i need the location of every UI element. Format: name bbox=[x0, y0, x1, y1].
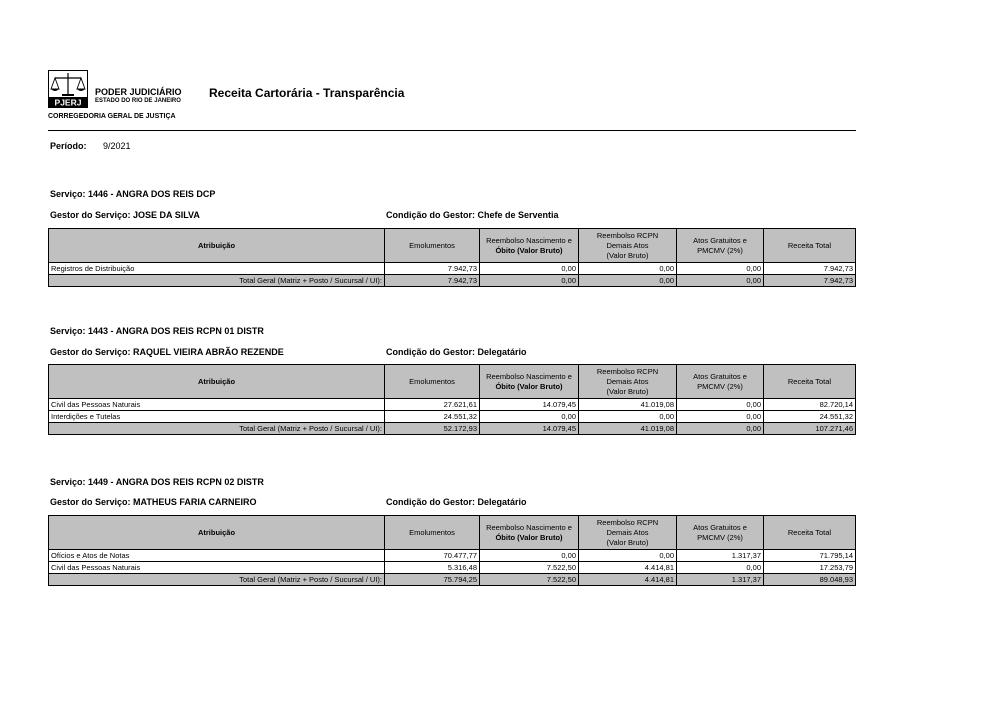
col-receita-total: Receita Total bbox=[764, 516, 856, 550]
svg-text:PJERJ: PJERJ bbox=[54, 97, 82, 108]
table-row bbox=[49, 263, 856, 275]
cell-reembolso-nascimento: 0,00 bbox=[480, 411, 579, 423]
cell-atribuicao: Interdições e Tutelas bbox=[49, 411, 385, 423]
col-atribuicao: Atribuição bbox=[49, 365, 385, 399]
col-label-line: Atos Gratuitos e bbox=[693, 522, 747, 532]
pjerj-logo-icon bbox=[48, 70, 88, 108]
col-receita-total: Receita Total bbox=[764, 229, 856, 263]
cell-emolumentos: 24.551,32 bbox=[385, 411, 480, 423]
cell-atos-gratuitos: 1.317,37 bbox=[677, 550, 764, 562]
service-gestor: Gestor do Serviço: RAQUEL VIEIRA ABRÃO REZENDE bbox=[50, 347, 284, 357]
cell-reembolso-rcpn: 0,00 bbox=[579, 263, 677, 275]
cell-atribuicao: Registros de Distribuição bbox=[49, 263, 385, 275]
col-label-line: Óbito (Valor Bruto) bbox=[495, 532, 563, 542]
cell-receita-total: 71.795,14 bbox=[764, 550, 856, 562]
col-label-line: Atos Gratuitos e bbox=[693, 371, 747, 381]
col-reembolso-nascimento bbox=[480, 229, 579, 263]
total-label: Total Geral (Matriz + Posto / Sucursal / UI): bbox=[49, 574, 385, 586]
cell-reembolso-nascimento: 0,00 bbox=[480, 263, 579, 275]
cell-atos-gratuitos: 0,00 bbox=[677, 411, 764, 423]
report-header bbox=[48, 68, 856, 131]
service-condicao: Condição do Gestor: Delegatário bbox=[386, 497, 527, 507]
service-gestor: Gestor do Serviço: MATHEUS FARIA CARNEIRO bbox=[50, 497, 257, 507]
col-receita-total: Receita Total bbox=[764, 365, 856, 399]
total-row bbox=[49, 423, 856, 435]
table-header-row bbox=[49, 516, 856, 550]
col-label-line: Reembolso Nascimento e bbox=[486, 235, 572, 245]
total-reembolso-nascimento: 14.079,45 bbox=[480, 423, 579, 435]
table-header-row bbox=[49, 365, 856, 399]
col-reembolso-rcpn bbox=[579, 365, 677, 399]
col-label-line: PMCMV (2%) bbox=[697, 245, 743, 255]
col-label-line: Demais Atos bbox=[606, 376, 649, 386]
col-reembolso-rcpn bbox=[579, 516, 677, 550]
col-label-line: (Valor Bruto) bbox=[606, 537, 649, 547]
cell-emolumentos: 70.477,77 bbox=[385, 550, 480, 562]
total-emolumentos: 75.794,25 bbox=[385, 574, 480, 586]
service-title: Serviço: 1449 - ANGRA DOS REIS RCPN 02 DISTR bbox=[50, 477, 264, 487]
cell-receita-total: 7.942,73 bbox=[764, 263, 856, 275]
cell-atos-gratuitos: 0,00 bbox=[677, 562, 764, 574]
cell-receita-total: 82.720,14 bbox=[764, 399, 856, 411]
periodo-value: 9/2021 bbox=[103, 141, 131, 151]
cell-reembolso-nascimento: 14.079,45 bbox=[480, 399, 579, 411]
service-title: Serviço: 1446 - ANGRA DOS REIS DCP bbox=[50, 189, 216, 199]
cell-atribuicao: Civil das Pessoas Naturais bbox=[49, 562, 385, 574]
total-emolumentos: 7.942,73 bbox=[385, 275, 480, 287]
col-label-line: PMCMV (2%) bbox=[697, 381, 743, 391]
col-reembolso-rcpn bbox=[579, 229, 677, 263]
cell-atribuicao: Civil das Pessoas Naturais bbox=[49, 399, 385, 411]
col-label-line: Demais Atos bbox=[606, 527, 649, 537]
col-atos-gratuitos bbox=[677, 516, 764, 550]
table-row bbox=[49, 399, 856, 411]
cell-receita-total: 24.551,32 bbox=[764, 411, 856, 423]
cell-reembolso-nascimento: 7.522,50 bbox=[480, 562, 579, 574]
receita-table bbox=[48, 364, 856, 435]
cell-emolumentos: 5.316,48 bbox=[385, 562, 480, 574]
cell-receita-total: 17.253,79 bbox=[764, 562, 856, 574]
total-emolumentos: 52.172,93 bbox=[385, 423, 480, 435]
col-label-line: Atos Gratuitos e bbox=[693, 235, 747, 245]
table-row bbox=[49, 562, 856, 574]
table-row bbox=[49, 550, 856, 562]
col-reembolso-nascimento bbox=[480, 365, 579, 399]
total-label: Total Geral (Matriz + Posto / Sucursal / UI): bbox=[49, 423, 385, 435]
total-reembolso-nascimento: 7.522,50 bbox=[480, 574, 579, 586]
cell-emolumentos: 7.942,73 bbox=[385, 263, 480, 275]
table-header-row bbox=[49, 229, 856, 263]
total-receita-total: 107.271,46 bbox=[764, 423, 856, 435]
cell-reembolso-rcpn: 41.019,08 bbox=[579, 399, 677, 411]
col-atos-gratuitos bbox=[677, 229, 764, 263]
col-label-line: Reembolso Nascimento e bbox=[486, 522, 572, 532]
org-state: ESTADO DO RIO DE JANEIRO bbox=[95, 98, 181, 104]
col-label-line: Reembolso RCPN bbox=[596, 517, 659, 527]
service-condicao: Condição do Gestor: Chefe de Serventia bbox=[386, 210, 559, 220]
col-reembolso-nascimento bbox=[480, 516, 579, 550]
col-atribuicao: Atribuição bbox=[49, 516, 385, 550]
total-reembolso-rcpn: 0,00 bbox=[579, 275, 677, 287]
total-reembolso-rcpn: 41.019,08 bbox=[579, 423, 677, 435]
total-atos-gratuitos: 0,00 bbox=[677, 275, 764, 287]
col-label-line: Reembolso RCPN bbox=[596, 230, 659, 240]
cell-reembolso-rcpn: 0,00 bbox=[579, 550, 677, 562]
total-row bbox=[49, 574, 856, 586]
cell-emolumentos: 27.621,61 bbox=[385, 399, 480, 411]
col-label-line: Demais Atos bbox=[606, 240, 649, 250]
service-title: Serviço: 1443 - ANGRA DOS REIS RCPN 01 DISTR bbox=[50, 326, 264, 336]
cell-reembolso-rcpn: 0,00 bbox=[579, 411, 677, 423]
total-receita-total: 7.942,73 bbox=[764, 275, 856, 287]
receita-table bbox=[48, 515, 856, 586]
service-condicao: Condição do Gestor: Delegatário bbox=[386, 347, 527, 357]
page-title: Receita Cartorária - Transparência bbox=[209, 86, 405, 100]
col-label-line: Óbito (Valor Bruto) bbox=[495, 381, 563, 391]
org-subtitle: CORREGEDORIA GERAL DE JUSTIÇA bbox=[48, 113, 176, 120]
total-reembolso-nascimento: 0,00 bbox=[480, 275, 579, 287]
org-name: PODER JUDICIÁRIO bbox=[95, 87, 182, 97]
col-atos-gratuitos bbox=[677, 365, 764, 399]
cell-reembolso-nascimento: 0,00 bbox=[480, 550, 579, 562]
cell-atos-gratuitos: 0,00 bbox=[677, 263, 764, 275]
total-receita-total: 89.048,93 bbox=[764, 574, 856, 586]
total-reembolso-rcpn: 4.414,81 bbox=[579, 574, 677, 586]
col-atribuicao: Atribuição bbox=[49, 229, 385, 263]
total-row bbox=[49, 275, 856, 287]
receita-table bbox=[48, 228, 856, 287]
cell-atribuicao: Ofícios e Atos de Notas bbox=[49, 550, 385, 562]
col-label-line: PMCMV (2%) bbox=[697, 532, 743, 542]
col-emolumentos: Emolumentos bbox=[385, 229, 480, 263]
col-label-line: Reembolso Nascimento e bbox=[486, 371, 572, 381]
total-atos-gratuitos: 1.317,37 bbox=[677, 574, 764, 586]
table-row bbox=[49, 411, 856, 423]
cell-atos-gratuitos: 0,00 bbox=[677, 399, 764, 411]
col-label-line: Reembolso RCPN bbox=[596, 366, 659, 376]
col-label-line: (Valor Bruto) bbox=[606, 386, 649, 396]
col-label-line: Óbito (Valor Bruto) bbox=[495, 245, 563, 255]
periodo-label: Período: bbox=[50, 141, 87, 151]
total-atos-gratuitos: 0,00 bbox=[677, 423, 764, 435]
col-emolumentos: Emolumentos bbox=[385, 365, 480, 399]
col-emolumentos: Emolumentos bbox=[385, 516, 480, 550]
service-gestor: Gestor do Serviço: JOSE DA SILVA bbox=[50, 210, 200, 220]
cell-reembolso-rcpn: 4.414,81 bbox=[579, 562, 677, 574]
col-label-line: (Valor Bruto) bbox=[606, 250, 649, 260]
total-label: Total Geral (Matriz + Posto / Sucursal / UI): bbox=[49, 275, 385, 287]
